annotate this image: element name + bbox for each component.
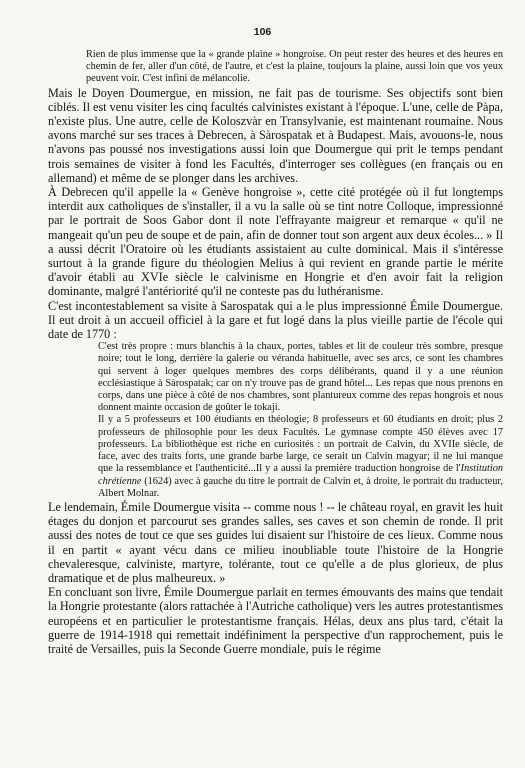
- intro-quote-paragraph: Rien de plus immense que la « grande plaine » hongroise. On peut rester des heures et des heures en chemin de fer, aller d'un côté, de l'autre, et c'est la plaine, toujours la plaine, aussi loin que vos yeux peuvent voir. C'est infini de mélancolie.: [86, 49, 503, 85]
- block-quote-library: [48, 414, 503, 499]
- paragraph-conclusion: En concluant son livre, Émile Doumergue parlait en termes émouvants des mains que tendait la Hongrie protestante (alors rattachée à l'Autriche catholique) vers les autres protestantismes européens et en particulier le protestantisme français. Hélas, deux ans plus tard, c'était la guerre de 1914-1918 qui remettait indéfiniment la perspective d'un rapprochement, puis le traité de Versailles, puis la Seconde Guerre mondiale, puis le régime: [48, 585, 503, 656]
- page-body: [48, 49, 503, 656]
- quote-text-start: Il y a 5 professeurs et 100 étudiants en théologie; 8 professeurs et 60 étudiants en droit; plus 2 professeurs de philosophie pour les deux Facultés. Le gymnase compte 450 élèves avec 17 professeurs. La bibliothèque est riche en curiosités : un portrait de Calvin, du XVIIe siècle, de face, avec des traits forts, une grande barbe large, ce serait un Calvin magyar; il ne lui manque que la ressemblance et l'authenticité...Il y a aussi la première traduction hongroise de l': [98, 414, 503, 475]
- block-quote-lodging: C'est très propre : murs blanchis à la chaux, portes, tables et lit de couleur très sombre, presque noire; tout le long, derrière la galerie ou véranda habituelle, avec ses arcs, ce sont les chambres qui servent à loger quelques membres des corps délibérants, quand il y a une réunion ecclésiastique à Sàrospatak; car on n'y trouve pas de grand hôtel... Les repas que nous prenons en corps, dans une pièce à côté de nos chambres, sont plantureux comme des repas hongrois et nous donnent mainte occasion de goûter le tokaji.: [98, 341, 503, 414]
- page-number: 106: [253, 26, 272, 38]
- paragraph-debrecen: À Debrecen qu'il appelle la « Genève hongroise », cette cité protégée où il fut longtemps interdit aux catholiques de s'installer, il a vu la salle où se tint notre Colloque, impressionné par le portrait de Soos Gabor dont il note l'effrayante maigreur et remarque « qu'il ne mangeait qu'un peu de soupe et de pain, afin de donner tout son argent aux deux écoles... » Il a aussi décrit l'Oratoire où les étudiants assistaient au culte dominical. Mais il s'intéresse surtout à la grande figure du théologien Melius à qui revient en grande partie le mérite d'avoir établi au XVIe siècle le calvinisme en Hongrie et d'en avoir fait la religion dominante, malgré l'antériorité qu'il ne conteste pas du luthéranisme.: [48, 185, 503, 299]
- paragraph-doyen: Mais le Doyen Doumergue, en mission, ne fait pas de tourisme. Ses objectifs sont bien ciblés. Il est venu visiter les cinq facultés calvinistes existant à l'époque. L'une, celle de Pàpa, n'existe plus. Une autre, celle de Koloszvàr en Transylvanie, est maintenant roumaine. Nous avons marché sur ses traces à Debrecen, à Sàrospatak et à Budapest. Mais, avouons-le, nous n'avons pas poussé nos investigations aussi loin que Doumergue qui prit le temps pendant trois semaines de visiter à fond les Facultés, d'interroger ses collègues (en français ou en allemand) et même de se plonger dans les archives.: [48, 85, 503, 185]
- paragraph-sarospatak: C'est incontestablement sa visite à Sarospatak qui a le plus impressionné Émile Doumergue. Il eut droit à un accueil officiel à la gare et fut logé dans la plus vieille partie de l'école qui date de 1770 :: [48, 298, 503, 342]
- book-title: Institution chrétienne: [98, 463, 503, 487]
- paragraph-lendemain: Le lendemain, Émile Doumergue visita -- comme nous ! -- le château royal, en gravit les huit étages du donjon et parcourut ses grandes salles, ses caves et son chemin de ronde. Il prit aussi des notes de tout ce que ses guides lui disaient sur l'histoire de ces lieux. Comme nous il en partit « ayant vécu dans ce milieu inoubliable toute l'histoire de la Hongrie chevaleresque, calviniste, martyre, tolérante, tout ce qu'elle a de plus glorieux, de plus dramatique et de plus malheureux. »: [48, 499, 503, 585]
- quote-text-end: (1624) avec à gauche du titre le portrait de Calvin et, à droite, le portrait du traducteur, Albert Molnar.: [98, 475, 503, 499]
